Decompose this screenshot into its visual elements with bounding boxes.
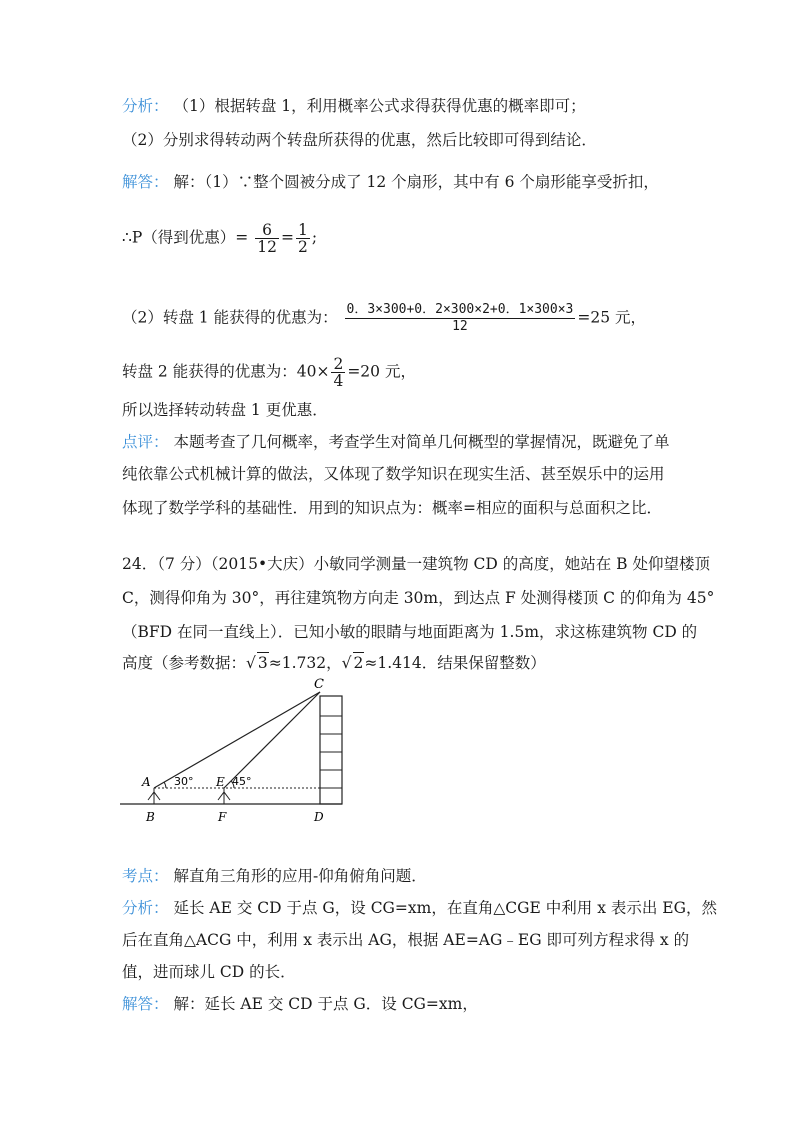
geometry-figure [118, 676, 348, 826]
fraction-denominator: 4 [333, 372, 344, 390]
answer-line-1 [122, 172, 659, 192]
equals-sign: = [280, 228, 294, 247]
sqrt3: √ 3 [246, 654, 268, 672]
label-c: C [314, 677, 324, 692]
turntable1-fraction [345, 302, 576, 335]
conclusion-line: 所以选择转动转盘 1 更优惠． [122, 401, 328, 419]
radicand: 2 [353, 654, 364, 672]
fraction-denominator: 12 [452, 319, 468, 334]
turntable2-fraction [331, 356, 345, 389]
label-f: F [218, 810, 227, 824]
analysis2-line-2: 后在直角△ACG 中，利用 x 表示出 AG，根据 AE=AG﹣EG 即可列方程求得 x 的 [122, 931, 690, 949]
comment-line-2: 纯依靠公式机械计算的做法，又体现了数学知识在现实生活、甚至娱乐中的运用 [122, 465, 665, 483]
comment-line-3: 体现了数学学科的基础性．用到的知识点为：概率=相应的面积与总面积之比． [122, 499, 662, 517]
turntable1-line [122, 302, 646, 335]
probability-line [122, 222, 317, 255]
answer-tag: 解答： [122, 173, 169, 191]
analysis-text: （1）根据转盘 1，利用概率公式求得获得优惠的概率即可； [173, 97, 586, 115]
analysis-tag: 分析： [122, 97, 169, 115]
analysis-line-1 [122, 96, 586, 116]
angle-45-label: 45° [232, 775, 252, 788]
problem-line-2: C，测得仰角为 30°，再往建筑物方向走 30m，到达点 F 处测得楼顶 C 的仰角为 45° [122, 589, 715, 607]
label-a: A [142, 775, 151, 789]
fraction-denominator: 2 [297, 238, 308, 256]
analysis-line-2: （2）分别求得转动两个转盘所获得的优惠，然后比较即可得到结论． [122, 131, 597, 149]
reference-prefix: 高度（参考数据： [122, 654, 247, 672]
reference-suffix: ≈1.414．结果保留整数） [364, 654, 546, 672]
probability-prefix: ∴P（得到优惠）= [122, 228, 249, 247]
turntable1-prefix: （2）转盘 1 能获得的优惠为： [122, 308, 338, 327]
analysis2-tag: 分析： [122, 899, 169, 917]
label-d: D [314, 810, 324, 824]
answer2-text: 解：延长 AE 交 CD 于点 G．设 CG=xm， [173, 995, 478, 1013]
semicolon: ; [311, 228, 318, 247]
turntable2-line [122, 356, 416, 389]
fraction-numerator: 1 [297, 221, 308, 239]
problem-line-3: （BFD 在同一直线上）．已知小敏的眼睛与地面距离为 1.5m，求这栋建筑物 CD 的 [122, 623, 698, 641]
fraction-numerator: 0．3×300+0．2×300×2+0．1×300×3 [346, 302, 574, 317]
analysis2-text: 延长 AE 交 CD 于点 G，设 CG=xm，在直角△CGE 中利用 x 表示出 EG，然 [173, 899, 717, 917]
comment-line-1 [122, 432, 669, 452]
fraction-1-2 [296, 222, 310, 255]
angle-30-label: 30° [174, 775, 194, 788]
turntable2-result: =20 元， [347, 362, 416, 381]
answer2-tag: 解答： [122, 995, 169, 1013]
analysis2-line-1 [122, 898, 717, 918]
analysis2-line-3: 值，进而球儿 CD 的长． [122, 963, 296, 981]
answer2-line [122, 994, 478, 1014]
sight-line-e [224, 692, 320, 788]
point-text: 解直角三角形的应用-仰角俯角问题． [173, 867, 427, 885]
fraction-numerator: 2 [333, 355, 344, 373]
angle-arc-a [164, 782, 166, 788]
sight-line-a [154, 692, 320, 788]
point-line [122, 866, 427, 886]
turntable2-prefix: 转盘 2 能获得的优惠为：40× [122, 362, 330, 381]
problem-line-4 [122, 652, 546, 673]
fraction-6-12 [255, 222, 279, 255]
fraction-numerator: 6 [255, 222, 279, 239]
point-tag: 考点： [122, 867, 169, 885]
comment-tag: 点评： [122, 433, 169, 451]
radicand: 3 [257, 654, 268, 672]
comment-text: 本题考查了几何概率，考查学生对简单几何概型的掌握情况，既避免了单 [173, 433, 670, 451]
sqrt2: √ 2 [341, 654, 364, 672]
turntable1-result: =25 元， [577, 308, 646, 327]
sqrt3-value: ≈1.732， [268, 654, 342, 672]
label-b: B [146, 810, 155, 824]
answer-text: 解：（1）∵整个圆被分成了 12 个扇形，其中有 6 个扇形能享受折扣， [173, 173, 659, 191]
fraction-denominator: 12 [257, 238, 277, 256]
problem-line-1: 24．（7 分）（2015•大庆）小敏同学测量一建筑物 CD 的高度，她站在 B 处仰望楼顶 [122, 555, 710, 573]
label-e: E [216, 775, 225, 789]
